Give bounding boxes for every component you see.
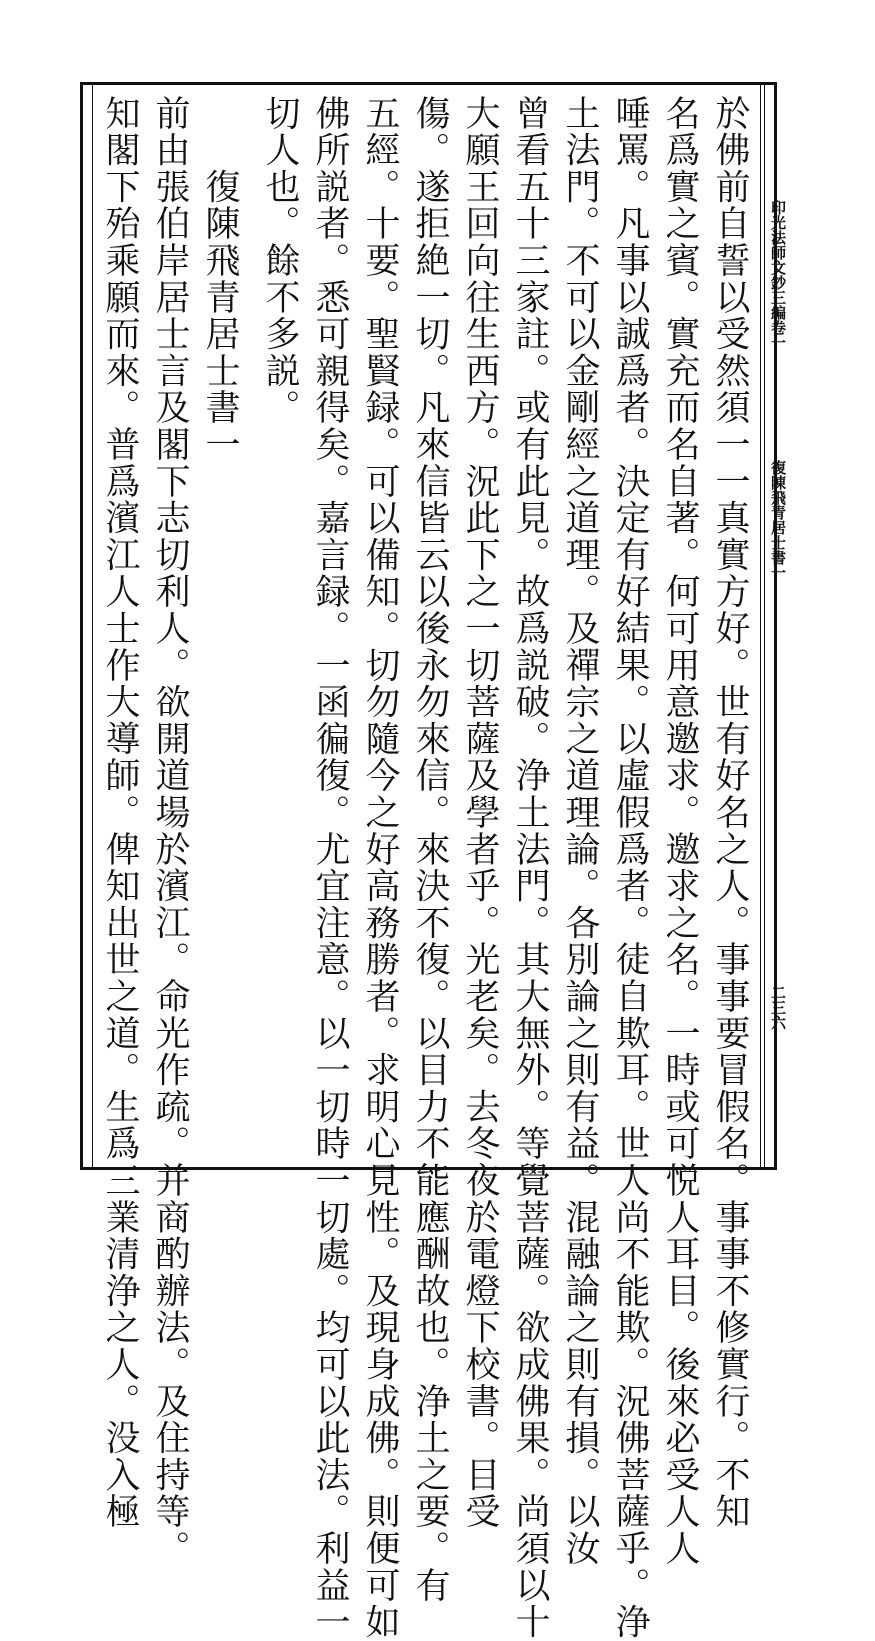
text-column-4: 土法門。不可以金剛經之道理。及禪宗之道理論。各別論之則有益。混融論之則有損。以汝 <box>560 95 600 1567</box>
text-column-9: 佛所説者。悉可親得矣。嘉言録。一函徧復。尤宜注意。以一切時一切處。均可以此法。利益一 <box>310 95 350 1641</box>
page-number: 二三六 <box>769 985 787 1030</box>
letter-title: 復陳飛青居士書一 <box>200 95 240 463</box>
text-column-8: 五經。十要。聖賢録。可以備知。切勿隨今之好高務勝者。求明心見性。及現身成佛。則便可如 <box>360 95 400 1641</box>
text-column-13: 知閣下殆乘願而來。普爲濱江人士作大導師。俾知出世之道。生爲三業清浄之人。没入極 <box>100 95 140 1531</box>
text-column-5: 曾看五十三家註。或有此見。故爲説破。浄土法門。其大無外。等覺菩薩。欲成佛果。尚須以十 <box>510 95 550 1641</box>
text-column-1: 於佛前自誓以受然須一一真實方好。世有好名之人。事事要冒假名。事事不修實行。不知 <box>710 95 750 1531</box>
header-rule <box>760 82 761 1170</box>
section-title: 復陳飛青居士書一 <box>769 460 787 580</box>
text-column-3: 唾罵。凡事以誠爲者。決定有好結果。以虛假爲者。徒自欺耳。世人尚不能欺。況佛菩薩乎。浄 <box>610 95 650 1641</box>
text-column-2: 名爲實之賓。實充而名自著。何可用意邀求。邀求之名。一時或可悦人耳目。後來必受人人 <box>660 95 700 1567</box>
text-column-6: 大願王回向往生西方。況此下之一切菩薩及學者乎。光老矣。去冬夜於電燈下校書。目受 <box>460 95 500 1531</box>
book-title: 印光法師文鈔三編卷一 <box>769 200 787 350</box>
text-column-7: 傷。遂拒絶一切。凡來信皆云以後永勿來信。來決不復。以目力不能應酬故也。浄土之要。有 <box>410 95 450 1604</box>
text-column-10: 切人也。餘不多説。 <box>260 95 300 427</box>
text-column-12: 前由張伯岸居士言及閣下志切利人。欲開道場於濱江。命光作疏。并商酌辦法。及住持等。 <box>150 95 190 1567</box>
